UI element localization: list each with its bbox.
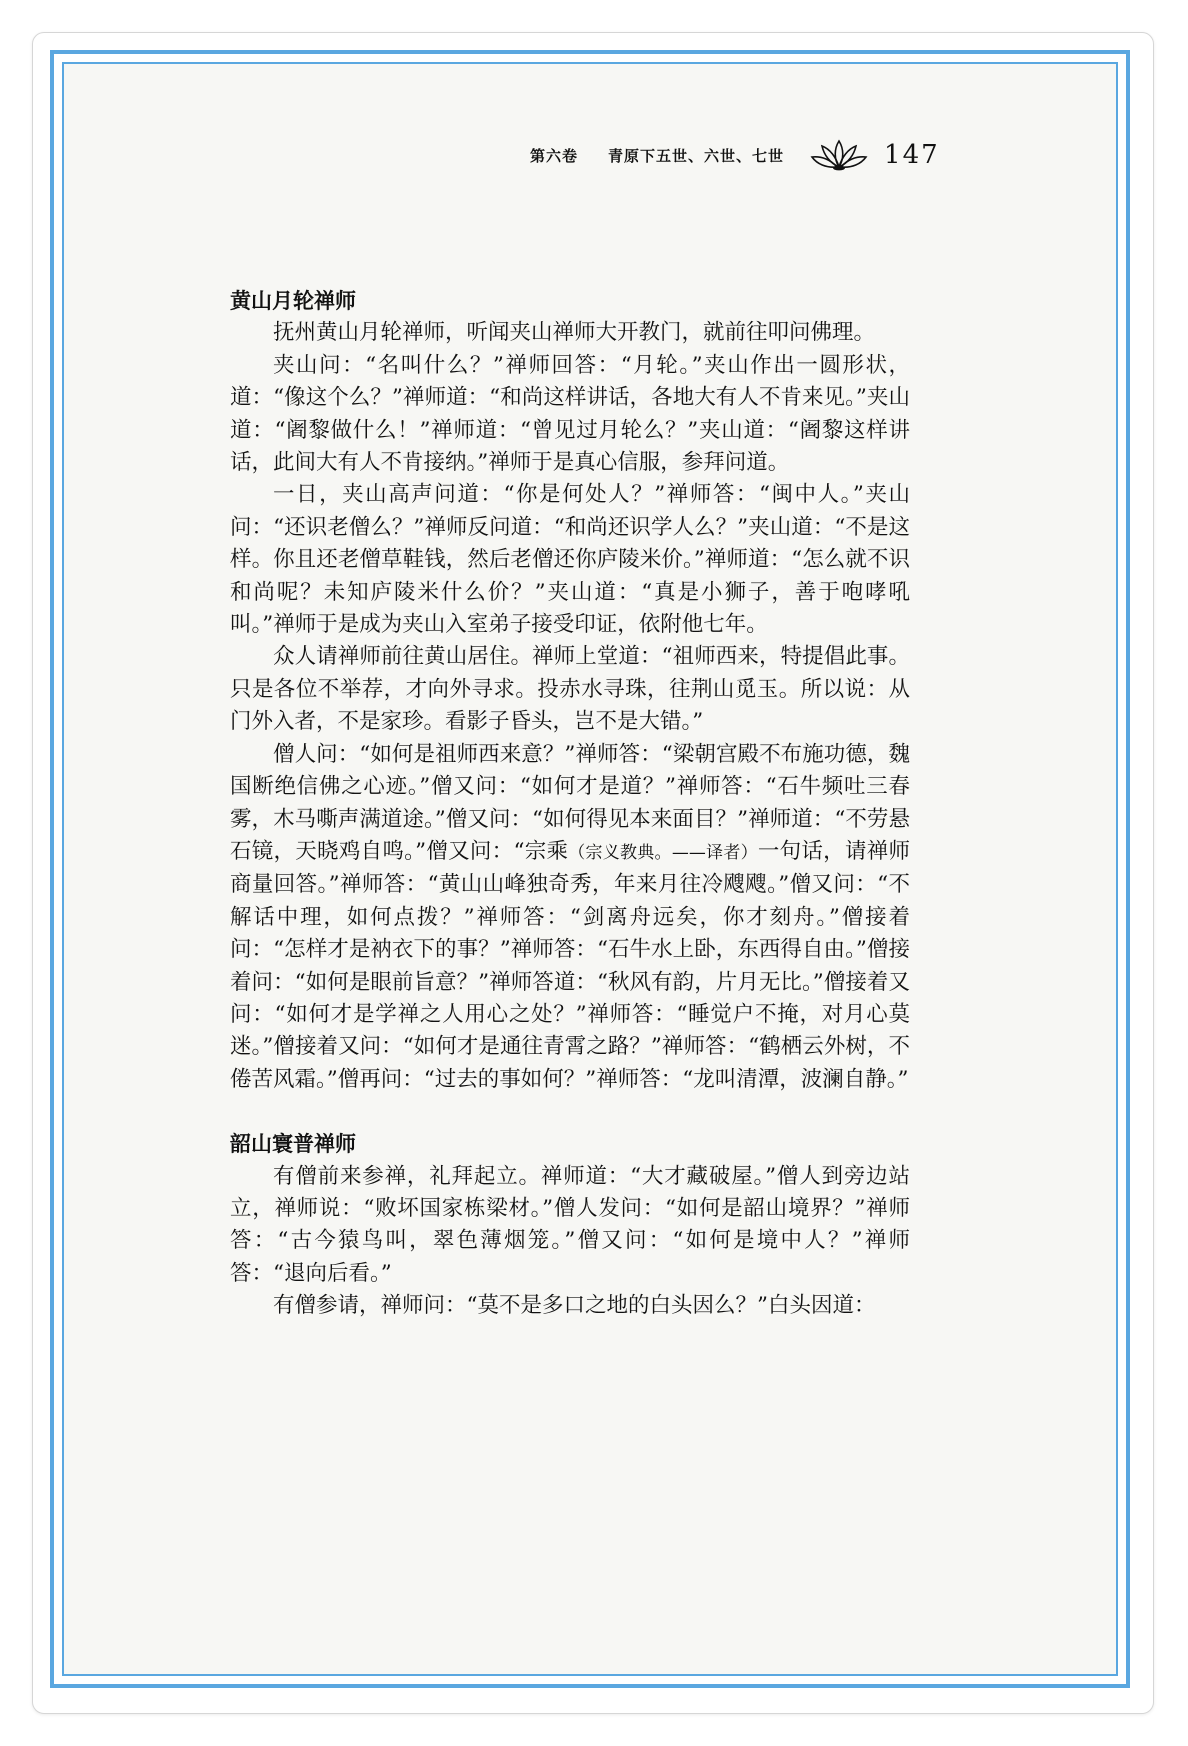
lotus-icon bbox=[810, 137, 868, 173]
paragraph: 抚州黄山月轮禅师，听闻夹山禅师大开教门，就前往叩问佛理。 bbox=[273, 320, 876, 346]
page-number: 147 bbox=[884, 140, 940, 170]
paragraph-with-note bbox=[230, 739, 910, 1096]
paragraph: 众人请禅师前往黄山居住。禅师上堂道：“祖师西来，特提倡此事。只是各位不举荐，才向外寻求。投赤水寻珠，往荆山觅玉。所以说：从门外入者，不是家珍。看影子昏头，岂不是大错。” bbox=[230, 644, 910, 735]
translator-note: （宗义教典。——译者） bbox=[568, 842, 758, 863]
paragraph-text: 一句话，请禅师商量回答。”禅师答：“黄山山峰独奇秀，年来月往冷飕飕。”僧又问：“不解话中理，如何点拨？”禅师答：“剑离舟远矣，你才刻舟。”僧接着问：“怎样才是衲衣下的事？”禅师答：“石牛水上卧，东西得自由。”僧接着问：“如何是眼前旨意？”禅师答道：“秋风有韵，片月无比。”僧接着又问：“如何才是学禅之人用心之处？”禅师答：“睡觉户不掩，对月心莫迷。”僧接着又问：“如何才是通往青霄之路？”禅师答：“鹤栖云外树，不倦苦风霜。”僧再问：“过去的事如何？”禅师答：“龙叫清潭，波澜自静。” bbox=[230, 838, 910, 1092]
paragraph: 一日，夹山高声问道：“你是何处人？”禅师答：“闽中人。”夹山问：“还识老僧么？”禅师反问道：“和尚还识学人么？”夹山道：“不是这样。你且还老僧草鞋钱，然后老僧还你庐陵米价。”禅师道：“怎么就不识和尚呢？未知庐陵米什么价？”夹山道：“真是小狮子，善于咆哮吼叫。”禅师于是成为夹山入室弟子接受印证，依附他七年。 bbox=[230, 482, 910, 638]
paragraph-text: 僧人问：“如何是祖师西来意？”禅师答：“梁朝宫殿不布施功德，魏国断绝信佛之心迹。”僧又问：“如何才是道？”禅师答：“石牛频吐三春雾，木马嘶声满道途。”僧又问：“如何得见本来面目？”禅师道：“不劳悬石镜，天晓鸡自鸣。”僧又问：“宗乘 bbox=[230, 741, 910, 864]
section-title: 黄山月轮禅师 bbox=[230, 289, 356, 313]
paragraph: 有僧前来参禅，礼拜起立。禅师道：“大才藏破屋。”僧人到旁边站立，禅师说：“败坏国家栋梁材。”僧人发问：“如何是韶山境界？”禅师答：“古今猿鸟叫，翠色薄烟笼。”僧又问：“如何是境中人？”禅师答：“退向后看。” bbox=[230, 1163, 910, 1286]
paragraph: 有僧参请，禅师问：“莫不是多口之地的白头因么？”白头因道： bbox=[273, 1293, 876, 1319]
volume-label: 第六卷 bbox=[530, 146, 579, 165]
paragraph: 夹山问：“名叫什么？”禅师回答：“月轮。”夹山作出一圆形状，道：“像这个么？”禅师道：“和尚这样讲话，各地大有人不肯来见。”夹山道：“阇黎做什么！”禅师道：“曾见过月轮么？”夹山道：“阇黎这样讲话，此间大有人不肯接纳。”禅师于是真心信服，参拜问道。 bbox=[230, 352, 910, 476]
page-body bbox=[230, 285, 910, 1323]
section-label: 青原下五世、六世、七世 bbox=[608, 146, 785, 165]
running-header bbox=[530, 130, 1010, 180]
section-title: 韶山寰普禅师 bbox=[230, 1132, 356, 1157]
